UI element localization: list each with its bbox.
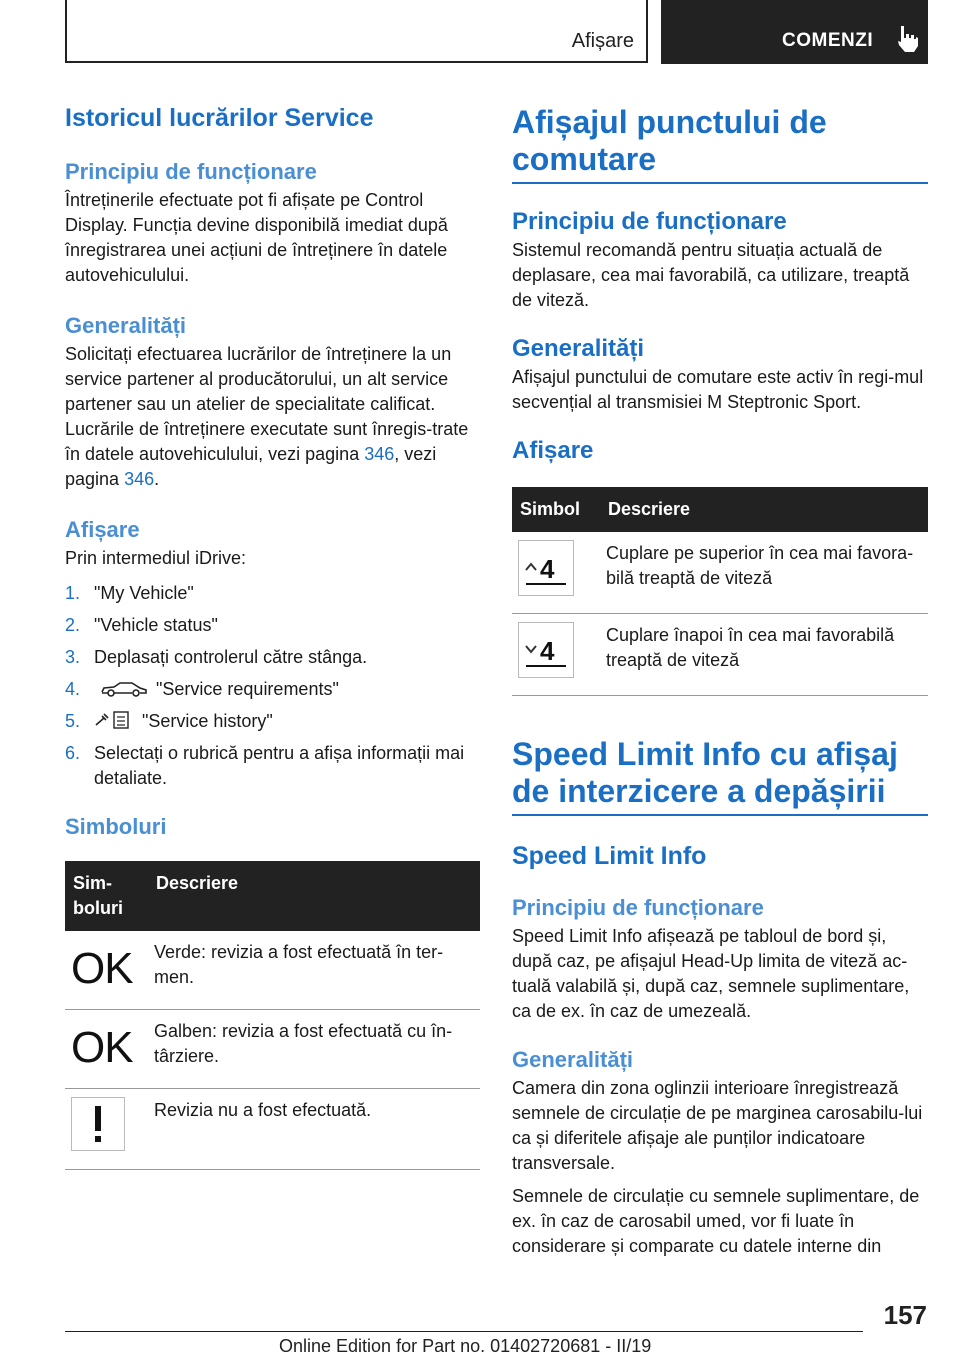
car-outline-icon	[100, 680, 148, 698]
column-header: Sim‐ boluri	[65, 861, 148, 931]
symbol-description: Galben: revizia a fost efectuată cu în‐târziere.	[148, 1010, 480, 1089]
svg-text:4: 4	[540, 554, 555, 584]
display-heading: Afișare	[65, 517, 140, 542]
list-item: 1. "My Vehicle"	[65, 583, 194, 603]
svg-text:4: 4	[540, 636, 555, 666]
principle-heading: Principiu de funcționare	[512, 208, 787, 235]
general-heading: Generalități	[512, 335, 645, 362]
principle-heading: Principiu de funcționare	[512, 895, 764, 920]
symbol-description: Revizia nu a fost efectuată.	[148, 1089, 480, 1170]
edition-note: Online Edition for Part no. 01402720681 - II/19	[279, 1336, 652, 1356]
ok-green-icon: OK	[71, 944, 133, 993]
shift-symbol-table	[512, 487, 928, 696]
page-link[interactable]: 346	[364, 444, 395, 464]
column-header: Descriere	[148, 861, 480, 931]
general-text: Afișajul punctului de comutare este activ în regi‐mul secvențial al transmisiei M Steptronic Sport.	[512, 367, 924, 412]
list-item: 5. "Service history"	[65, 711, 273, 731]
section-label: Afișare	[571, 30, 634, 52]
service-history-title: Istoricul lucrărilor Service	[65, 104, 374, 132]
speed-limit-subtitle: Speed Limit Info	[512, 842, 707, 870]
page-number: 157	[883, 1300, 927, 1330]
display-heading: Afișare	[512, 437, 594, 464]
general-heading: Generalități	[512, 1047, 634, 1072]
symbols-table	[65, 861, 480, 1170]
symbol-description: Cuplare pe superior în cea mai favora‐bilă treaptă de viteză	[600, 532, 928, 614]
speed-limit-title: Speed Limit Info cu afișaj de interzicere a depășirii	[512, 736, 928, 816]
exclamation-icon	[71, 1097, 125, 1151]
table-row	[65, 1089, 480, 1170]
column-header: Descriere	[600, 487, 928, 532]
header-chapter-tab[interactable]	[661, 0, 928, 64]
display-intro: Prin intermediul iDrive:	[65, 548, 247, 568]
table-row	[512, 532, 928, 614]
page-link[interactable]: 346	[124, 469, 155, 489]
general-text: Semnele de circulație cu semnele suplimentare, de ex. în caz de carosabil umed, vor fi luate în considerare și comparate cu datele interne din	[512, 1186, 920, 1256]
general-heading: Generalități	[65, 313, 187, 338]
principle-text: Întreținerile efectuate pot fi afișate pe Control Display. Funcția devine disponibilă imediat după înregistrarea unei acțiuni de întreținere în datele autovehiculului.	[65, 190, 448, 285]
chapter-label: COMENZI	[782, 30, 874, 51]
shift-point-title: Afișajul punctului de comutare	[512, 104, 928, 184]
service-history-icon	[94, 710, 134, 730]
hand-pointer-icon	[897, 25, 919, 53]
table-row	[65, 1010, 480, 1089]
list-item: 6. Selectați o rubrică pentru a afișa informații mai detaliate.	[65, 743, 465, 788]
upshift-gear-icon	[518, 540, 574, 596]
header-section-tab	[65, 0, 648, 63]
idrive-steps	[65, 581, 480, 791]
table-header	[512, 487, 928, 532]
symbol-description: Verde: revizia a fost efectuată în ter‐men.	[148, 931, 480, 1010]
downshift-gear-icon	[518, 622, 574, 678]
column-header: Simbol	[512, 487, 600, 532]
list-item: 2. "Vehicle status"	[65, 615, 218, 635]
table-row	[65, 931, 480, 1010]
principle-text: Sistemul recomandă pentru situația actuală de deplasare, cea mai favorabilă, ca utilizare, treaptă de viteză.	[512, 240, 910, 310]
left-column	[65, 100, 480, 1170]
symbols-heading: Simboluri	[65, 814, 167, 839]
principle-text: Speed Limit Info afișează pe tabloul de bord și, după caz, pe afișajul Head-Up limita de viteză ac‐tuală valabilă și, după caz, semnele suplimentare, ca de ex. în caz de umezeală.	[512, 926, 910, 1021]
general-text: Solicitați efectuarea lucrărilor de întreținere la un service partener al producătorului, un alt service partener sau un atelier de specialitate calificat. Lucrările de întreținere executate sunt înregis‐trate în datele autovehiculului, vezi pagina 346, vezi pagina 346.	[65, 344, 469, 489]
symbol-description: Cuplare înapoi în cea mai favorabilă treaptă de viteză	[600, 614, 928, 696]
table-header	[65, 861, 480, 931]
right-column	[512, 104, 928, 1259]
general-text: Camera din zona oglinzii interioare înregistrează semnele de circulație de pe marginea carosabilu‐lui ca și diferitele afișaje ale punților indicatoare transversale.	[512, 1078, 923, 1173]
list-item: 3. Deplasați controlerul către stânga.	[65, 647, 368, 667]
principle-heading: Principiu de funcționare	[65, 159, 317, 184]
table-row	[512, 614, 928, 696]
footer-divider	[65, 1331, 863, 1332]
ok-yellow-icon: OK	[71, 1023, 133, 1072]
list-item: 4. "Service requirements"	[65, 679, 339, 699]
